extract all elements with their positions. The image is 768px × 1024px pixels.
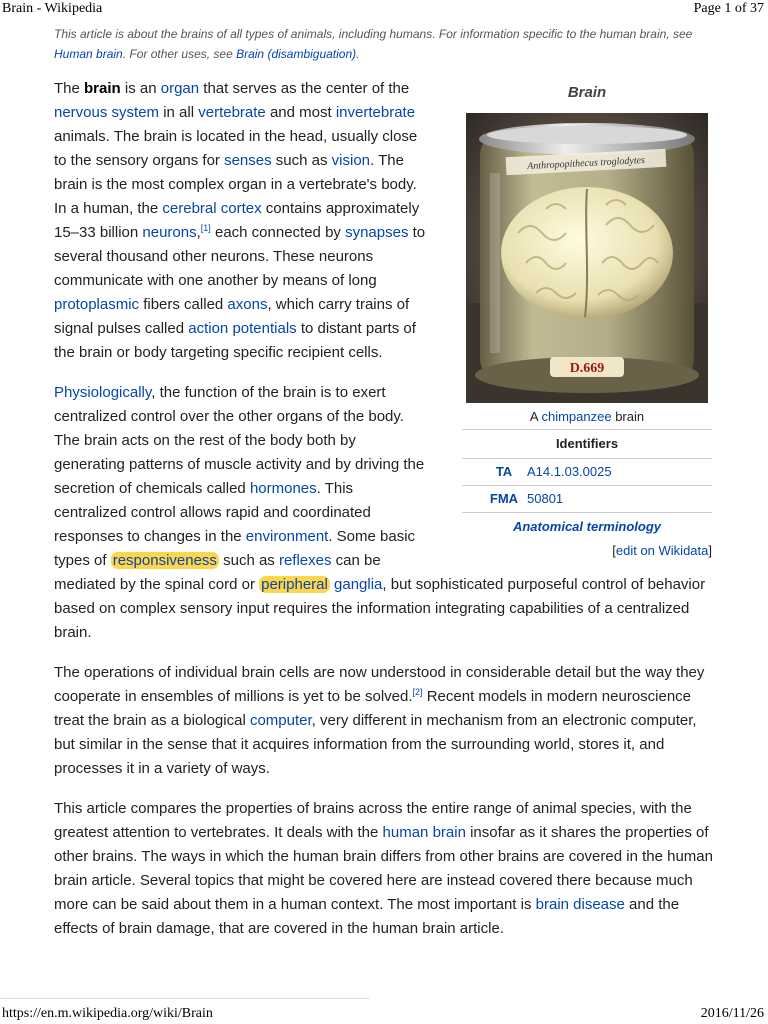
identifiers-header: Identifiers	[462, 429, 712, 458]
paragraph-operations: The operations of individual brain cells are now understood in considerable detail but the way they cooperate in ensembles of millions is yet to be solved.[2] Recent models in modern neuroscience treat the brain as a biological computer, very different in mechanism from an electronic computer, but similar in the sense that it acquires information from the surrounding world, stores it, and processes it in a variety of ways.	[54, 664, 705, 777]
organ-link[interactable]: organ	[160, 80, 200, 97]
human-brain-article-link[interactable]: human brain	[382, 824, 466, 841]
infobox	[462, 77, 712, 562]
ta-value-link[interactable]: A14.1.03.0025	[527, 464, 612, 479]
paragraph-physiology: Physiologically, the function of the brain is to exert centralized control over the other organs of the body. The brain acts on the rest of the body both by generating patterns of muscle activity and by driving the secretion of chemicals called hormones. This centralized control allows rapid and coordinated responses to changes in the environment. Some basic types of responsiveness such as reflexes can be mediated by the spinal cord or peripheral ganglia, but sophisticated purposeful control of behavior based on complex sensory input requires the information integrating capabilities of a centralized brain.	[54, 384, 706, 641]
brain-disease-link[interactable]: brain disease	[535, 896, 625, 913]
action-potentials-link[interactable]: action potentials	[188, 320, 297, 337]
ganglia-link[interactable]: ganglia	[334, 576, 383, 593]
axons-link[interactable]: axons	[227, 296, 268, 313]
reflexes-link[interactable]: reflexes	[278, 552, 332, 569]
synapses-link[interactable]: synapses	[345, 224, 409, 241]
responsiveness-link[interactable]: responsiveness	[112, 552, 217, 569]
print-header	[0, 0, 768, 22]
paragraph-intro: The brain is an organ that serves as the center of the nervous system in all vertebrate and most invertebrate animals. The brain is located in the head, usually close to the sensory organs for senses such as vision. The brain is the most complex organ in a vertebrate's body. In a human, the cerebral cortex contains approximately 15–33 billion neurons,[1] each connected by synapses to several thousand other neurons. These neurons communicate with one another by means of long protoplasmic fibers called axons, which carry trains of signal pulses called action potentials to distant parts of the brain or body targeting specific recipient cells.	[54, 80, 426, 361]
vertebrate-link[interactable]: vertebrate	[198, 104, 266, 121]
senses-link[interactable]: senses	[224, 152, 272, 169]
identifier-row-ta	[462, 458, 712, 485]
environment-link[interactable]: environment	[245, 528, 329, 545]
print-page-number: Page 1 of 37	[693, 1, 764, 16]
neurons-link[interactable]: neurons	[142, 224, 197, 241]
infobox-title: Brain	[567, 84, 607, 101]
peripheral-link[interactable]: peripheral	[261, 576, 328, 593]
fma-value-link[interactable]: 50801	[527, 491, 564, 506]
brain-term: brain	[84, 80, 121, 97]
reference-2-link[interactable]: [2]	[412, 687, 423, 697]
infobox-caption: A chimpanzee brain	[529, 409, 645, 424]
jar-tag-text: D.669	[569, 361, 605, 376]
print-date: 2016/11/26	[700, 1006, 764, 1021]
print-page-title: Brain - Wikipedia	[2, 1, 103, 16]
paragraph-scope: This article compares the properties of brains across the entire range of animal species, with the greatest attention to vertebrates. It deals with the human brain insofar as it shares the properties of other brains. The ways in which the human brain differs from other brains are covered in the human brain article. Several topics that might be covered here are instead covered there because much more can be said about them in a human context. The most important is brain disease and the effects of brain damage, that are covered in the human brain article.	[54, 800, 713, 937]
hatnote: This article is about the brains of all types of animals, including humans. For information specific to the human brain, see Human brain. For other uses, see Brain (disambiguation).	[54, 27, 693, 61]
human-brain-link[interactable]: Human brain	[54, 47, 123, 61]
ta-link[interactable]: TA	[495, 464, 513, 479]
chimpanzee-link[interactable]: chimpanzee	[541, 409, 612, 424]
cerebral-cortex-link[interactable]: cerebral cortex	[162, 200, 262, 217]
nervous-system-link[interactable]: nervous system	[54, 104, 160, 121]
identifier-row-fma	[462, 485, 712, 512]
article-body	[54, 77, 714, 957]
invertebrate-link[interactable]: invertebrate	[335, 104, 416, 121]
anatomical-terminology-link[interactable]: Anatomical terminology	[462, 512, 712, 538]
edit-on-wikidata: [edit on Wikidata]	[612, 543, 712, 558]
vision-link[interactable]: vision	[331, 152, 371, 169]
print-footer	[0, 996, 768, 1024]
chimpanzee-brain-image[interactable]	[466, 113, 708, 403]
physiologically-link[interactable]: Physiologically	[54, 384, 152, 401]
jar-label-text: Anthropopithecus troglodytes	[526, 154, 646, 173]
brain-disambiguation-link[interactable]: Brain (disambiguation)	[236, 47, 357, 61]
print-url: https://en.m.wikipedia.org/wiki/Brain	[2, 1006, 213, 1021]
computer-link[interactable]: computer	[249, 712, 312, 729]
reference-1-link[interactable]: [1]	[200, 223, 211, 233]
footer-divider	[0, 998, 370, 999]
fma-link[interactable]: FMA	[489, 491, 519, 506]
hormones-link[interactable]: hormones	[249, 480, 317, 497]
protoplasmic-link[interactable]: protoplasmic	[54, 296, 140, 313]
edit-on-wikidata-link[interactable]: edit on Wikidata	[615, 543, 709, 558]
